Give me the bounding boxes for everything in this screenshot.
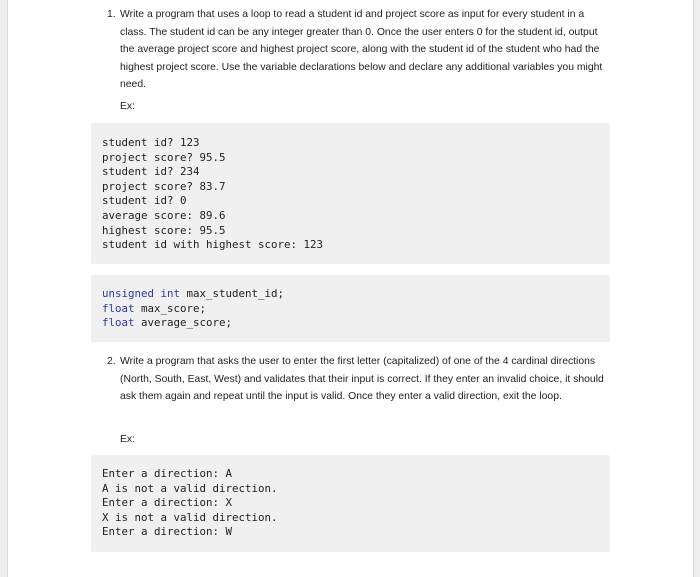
question-text: Write a program that asks the user to enter the first letter (capitalized) of one of the 4 cardinal directions (North, South, East, West) and validates that their input is correct. If they enter an invalid choice, it should ask them again and repeat until the input is valid. Once they enter a valid direction, exit the loop. bbox=[120, 356, 604, 403]
code-line: Enter a direction: X bbox=[102, 496, 233, 510]
code-line: Enter a direction: W bbox=[102, 525, 233, 539]
question-number: 1. bbox=[107, 9, 116, 20]
question-2 bbox=[107, 353, 609, 406]
variable-name: max_score; bbox=[134, 301, 207, 315]
declaration-line bbox=[102, 316, 610, 331]
code-line: student id? 234 bbox=[102, 165, 200, 179]
example-output-block bbox=[91, 455, 610, 552]
type-keyword: unsigned int bbox=[102, 287, 181, 300]
example-label: Ex: bbox=[120, 434, 136, 445]
variable-declarations-block bbox=[91, 275, 610, 342]
question-text: Write a program that uses a loop to read a student id and project score as input for every student in a class. The student id can be any integer greater than 0. Once the user enters 0 for the student id, output the average project score and highest project score, along with the student id of the student who had the highest project score. Use the variable declarations below and declare any additional variables you might need. bbox=[120, 9, 603, 91]
code-line: project score? 95.5 bbox=[102, 150, 226, 164]
declaration-line bbox=[102, 302, 610, 317]
code-line: project score? 83.7 bbox=[102, 179, 226, 193]
code-line: student id? 123 bbox=[102, 136, 200, 149]
page-frame-right bbox=[693, 0, 700, 577]
variable-name: max_student_id; bbox=[180, 287, 285, 300]
code-line: A is not a valid direction. bbox=[102, 481, 278, 495]
code-line: X is not a valid direction. bbox=[102, 510, 278, 524]
page-frame-left bbox=[0, 0, 8, 577]
code-line: student id with highest score: 123 bbox=[102, 238, 324, 252]
example-label: Ex: bbox=[120, 101, 136, 112]
question-1 bbox=[107, 6, 609, 94]
question-number: 2. bbox=[107, 356, 116, 367]
code-line: average score: 89.6 bbox=[102, 208, 226, 222]
code-line: Enter a direction: A bbox=[102, 467, 233, 480]
example-output-block bbox=[91, 123, 610, 264]
code-line: student id? 0 bbox=[102, 194, 187, 208]
code-line: highest score: 95.5 bbox=[102, 223, 226, 237]
type-keyword: float bbox=[102, 301, 135, 315]
type-keyword: float bbox=[102, 316, 135, 330]
variable-name: average_score; bbox=[134, 316, 233, 330]
declaration-line bbox=[102, 287, 610, 302]
